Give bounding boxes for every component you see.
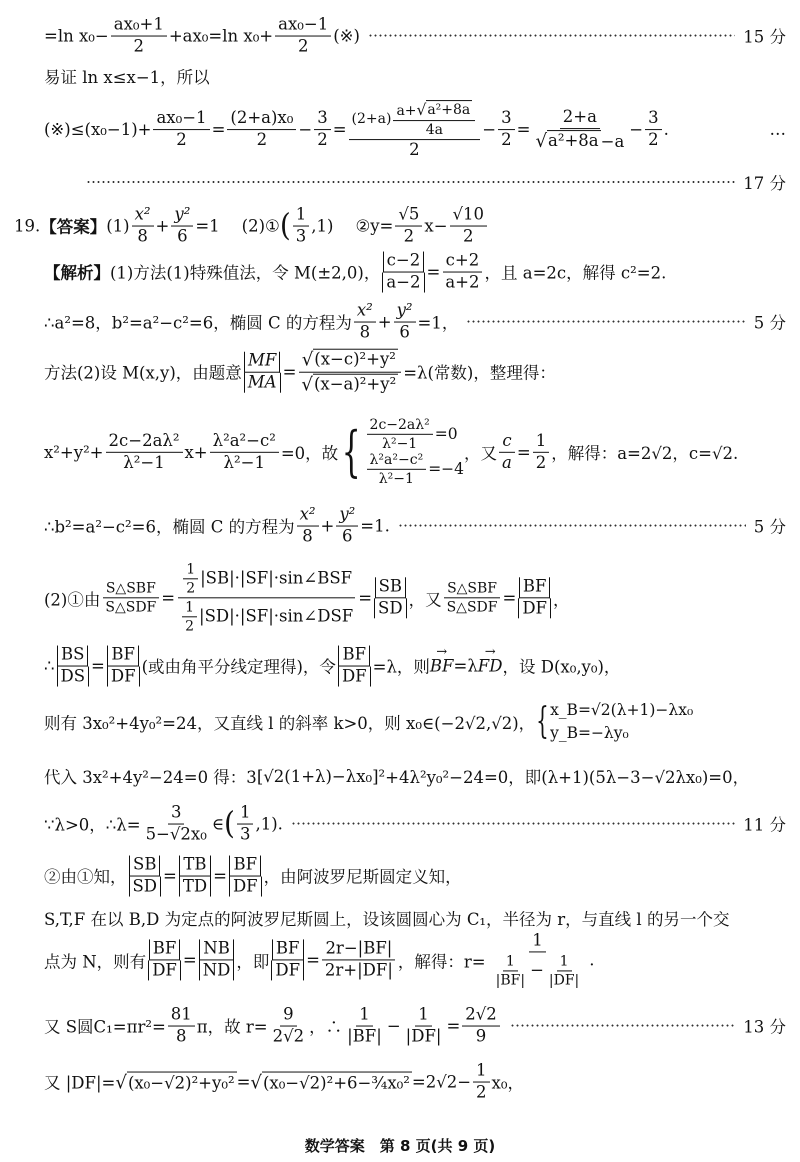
leader-dots [368,35,735,37]
analysis-tag: 【解析】 [44,264,110,283]
leader-dots [86,181,735,183]
answer-tag: 【答案】 [40,218,107,237]
question-number: 19. [14,216,41,236]
score-label: 15 分 [743,28,786,47]
text: =ln x₀− [44,26,109,46]
page-footer: 数学答案 第 8 页(共 9 页) [304,1137,496,1155]
